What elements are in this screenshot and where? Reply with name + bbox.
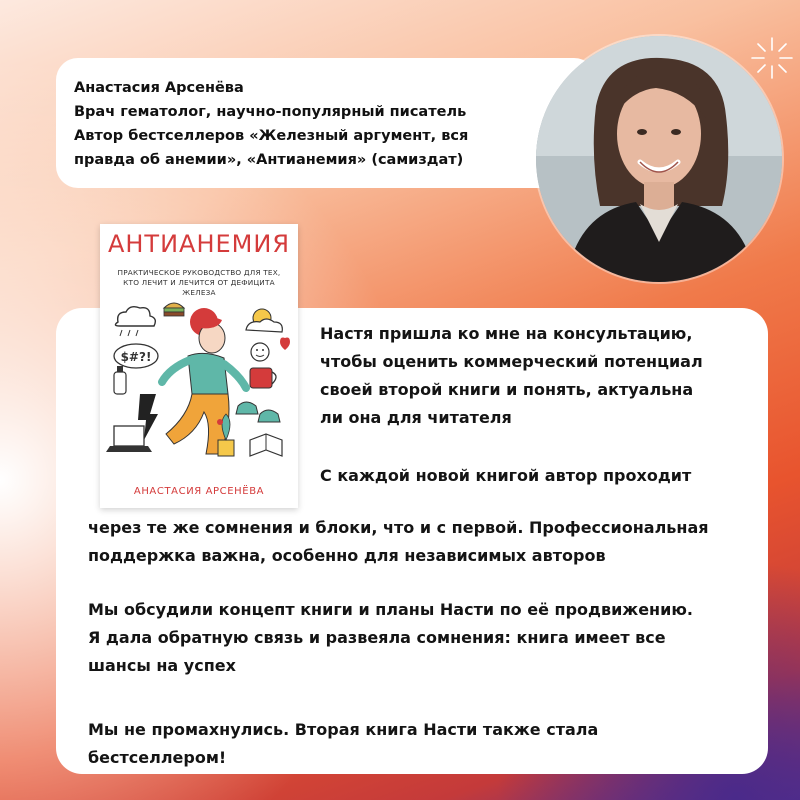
sneakers-icon — [236, 402, 280, 422]
text-line: своей второй книги и понять, актуальна — [320, 380, 694, 399]
text-line: шансы на успех — [88, 656, 236, 675]
sun-icon — [246, 309, 282, 332]
author-info — [74, 76, 534, 172]
text-line: Мы не промахнулись. Вторая книга Насти также стала — [88, 720, 599, 739]
text-line: Я дала обратную связь и развеяла сомнения: книга имеет все — [88, 628, 666, 647]
speech-bubble-text: $#?! — [120, 350, 152, 364]
book-title: АНТИАНЕМИЯ — [107, 230, 291, 258]
paragraph-feedback — [88, 596, 758, 680]
text-line: Настя пришла ко мне на консультацию, — [320, 324, 693, 343]
author-books-line-1: Автор бестселлеров «Железный аргумент, вся — [74, 128, 469, 144]
author-photo — [536, 36, 782, 282]
burger-icon — [164, 303, 184, 316]
paragraph-doubts — [88, 514, 758, 570]
woman-figure — [162, 308, 246, 454]
author-books-line-2: правда об анемии», «Антианемия» (самиздат) — [74, 152, 464, 168]
cloud-icon — [115, 307, 155, 336]
paragraph-result — [88, 716, 758, 772]
text-line: бестселлером! — [88, 748, 227, 767]
book-subtitle-line-2: КТО ЛЕЧИТ И ЛЕЧИТСЯ ОТ ДЕФИЦИТА ЖЕЛЕЗА — [123, 278, 275, 297]
text-line: Мы обсудили концепт книги и планы Насти по её продвижению. — [88, 600, 693, 619]
heart-icon — [280, 338, 290, 351]
book-subtitle-line-1: ПРАКТИЧЕСКОЕ РУКОВОДСТВО ДЛЯ ТЕХ, — [117, 268, 281, 277]
author-name: Анастасия Арсенёва — [74, 80, 244, 96]
paragraph-consultation — [320, 320, 760, 432]
book-author: АНАСТАСИЯ АРСЕНЁВА — [133, 486, 265, 497]
text-line: чтобы оценить коммерческий потенциал — [320, 352, 703, 371]
sparkle-icon — [750, 36, 794, 80]
speech-bubble-icon — [114, 344, 158, 368]
open-book-icon — [250, 434, 282, 456]
text-line: ли она для читателя — [320, 408, 512, 427]
bottle-icon — [114, 366, 126, 394]
paragraph-doubts-start: С каждой новой книгой автор проходит — [320, 466, 692, 485]
book-illustration — [100, 294, 298, 482]
book-cover — [100, 224, 298, 508]
smiley-icon — [251, 343, 269, 361]
mug-icon — [250, 368, 276, 388]
author-profession: Врач гематолог, научно-популярный писатель — [74, 104, 467, 120]
text-line: поддержка важна, особенно для независимых авторов — [88, 546, 606, 565]
text-line: через те же сомнения и блоки, что и с первой. Профессиональная — [88, 518, 709, 537]
